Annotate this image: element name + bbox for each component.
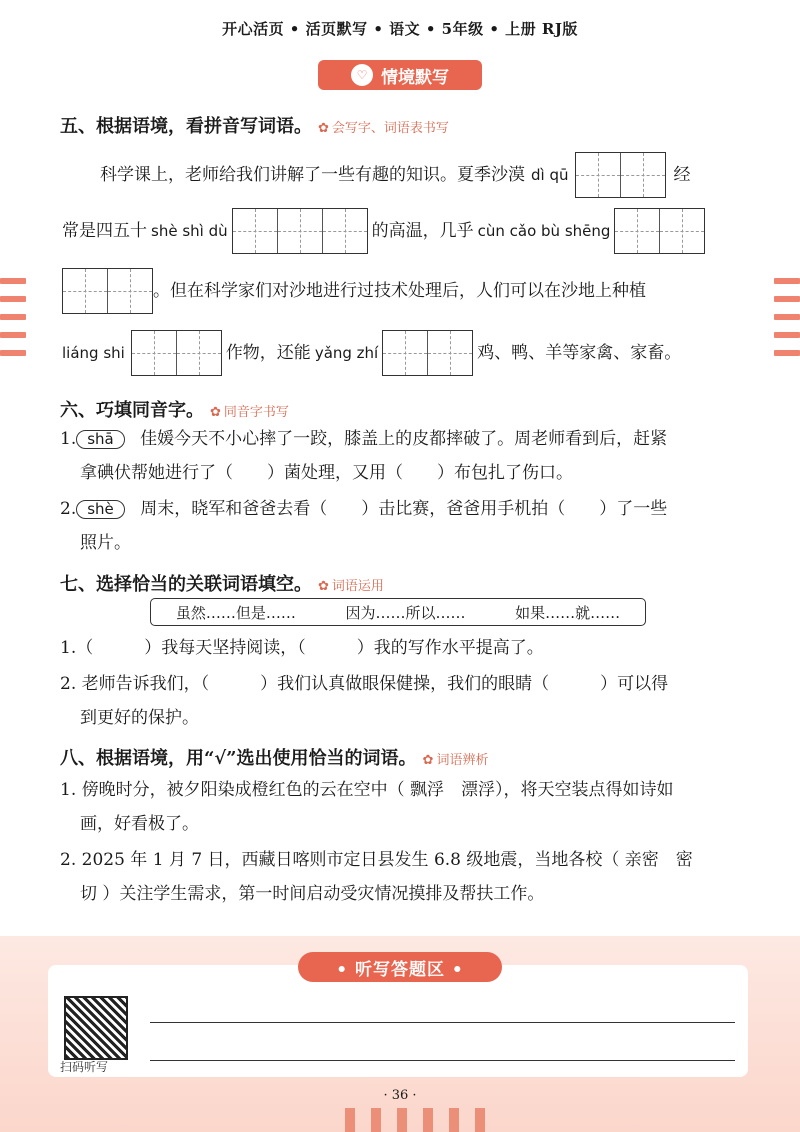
section-7-title: 七、选择恰当的关联词语填空。 — [60, 574, 312, 595]
writing-grid-cuncaobusheng-a[interactable] — [614, 208, 705, 254]
s6-q2-line-1 — [60, 500, 667, 519]
section-5-title: 五、根据语境，看拼音写词语。 — [60, 116, 312, 137]
s7-q1: 1.（ ）我每天坚持阅读，（ ）我的写作水平提高了。 — [60, 638, 544, 658]
choice-ruguo-jiu: 如果……就…… — [515, 603, 621, 622]
pinyin-pill-sha: shā — [76, 430, 125, 449]
s7-q2-line-1: 2. 老师告诉我们，（ ）我们认真做眼保健操，我们的眼睛（ ）可以得 — [60, 674, 669, 694]
s5-text: 经 — [673, 164, 691, 185]
section-6-title: 六、巧填同音字。 — [60, 400, 204, 421]
writing-grid-cuncaobusheng-b[interactable] — [62, 268, 153, 314]
s8-q1-line-1: 1. 傍晚时分，被夕阳染成橙红色的云在空中（ 飘浮 漂浮），将天空装点得如诗如 — [60, 780, 674, 800]
s6-q1-line-1 — [60, 430, 667, 449]
section-banner — [318, 60, 482, 90]
s5-line-1 — [100, 152, 691, 198]
page-header: 开心活页 • 活页默写 • 语文 • 5年级 • 上册 RJ版 — [222, 20, 578, 38]
writing-grid-sheshidu[interactable] — [232, 208, 368, 254]
s6-q2-text: 周末，晓军和爸爸去看（ ）击比赛，爸爸用手机拍（ ）了一些 — [140, 499, 668, 519]
s5-text: 作物，还能 — [225, 342, 311, 363]
right-decor-stripes — [774, 278, 800, 368]
answer-area-title: • 听写答题区 • — [298, 952, 502, 982]
banner-title: 情境默写 — [381, 67, 449, 88]
s8-q2-line-2: 切 ）关注学生需求，第一时间启动受灾情况摸排及帮扶工作。 — [80, 884, 545, 904]
s5-text: 常是四五十 — [62, 220, 147, 241]
page-number: · 36 · — [383, 1088, 417, 1103]
section-6-heading — [60, 396, 289, 422]
s6-q2-line-2: 照片。 — [80, 533, 131, 553]
pinyin-yangzhi: yǎng zhí — [314, 343, 379, 362]
heart-icon: ♡ — [351, 64, 373, 86]
s6-q1-number: 1. — [60, 429, 77, 449]
s5-line-3 — [62, 268, 646, 314]
pinyin-liangshi: liáng shi — [62, 343, 125, 362]
pinyin-diqu: dì qū — [531, 165, 569, 184]
conjunction-choices-box — [150, 598, 646, 626]
section-6-tag: ✿ 同音字书写 — [210, 405, 289, 420]
s8-q2-line-1: 2. 2025 年 1 月 7 日，西藏日喀则市定日县发生 6.8 级地震，当地各校（ 亲密 密 — [60, 850, 693, 870]
pinyin-cuncaobusheng: cùn cǎo bù shēng — [477, 221, 611, 240]
pinyin-sheshidu: shè shì dù — [151, 221, 228, 240]
section-7-heading — [60, 570, 384, 596]
s5-text: 鸡、鸭、羊等家禽、家畜。 — [477, 342, 682, 363]
choice-yinwei-suoyi: 因为……所以…… — [345, 603, 466, 622]
left-decor-stripes — [0, 278, 26, 368]
qr-code-icon[interactable] — [64, 996, 128, 1060]
section-5-heading — [60, 112, 449, 138]
writing-grid-yangzhi[interactable] — [382, 330, 473, 376]
s6-q1-text: 佳媛今天不小心摔了一跤，膝盖上的皮都摔破了。周老师看到后，赶紧 — [140, 429, 668, 449]
s5-line-4 — [62, 330, 681, 376]
s5-text: 科学课上，老师给我们讲解了一些有趣的知识。夏季沙漠 — [100, 164, 525, 185]
section-8-tag: ✿ 词语辨析 — [423, 753, 489, 768]
choice-suiran-danshi: 虽然……但是…… — [175, 603, 296, 622]
bottom-decor-bars — [345, 1108, 485, 1132]
section-5-tag: ✿ 会写字、词语表书写 — [318, 121, 449, 136]
s5-text: 的高温，几乎 — [371, 220, 474, 241]
section-7-tag: ✿ 词语运用 — [318, 579, 384, 594]
s6-q2-number: 2. — [60, 499, 77, 519]
s6-q1-line-2: 拿碘伏帮她进行了（ ）菌处理，又用（ ）布包扎了伤口。 — [80, 463, 573, 483]
answer-writing-line-2[interactable] — [150, 1060, 735, 1061]
s5-text: 。但在科学家们对沙地进行过技术处理后，人们可以在沙地上种植 — [153, 280, 646, 301]
s8-q1-line-2: 画，好看极了。 — [80, 814, 199, 834]
section-8-heading — [60, 744, 488, 770]
writing-grid-liangshi[interactable] — [131, 330, 222, 376]
answer-writing-line-1[interactable] — [150, 1022, 735, 1023]
section-8-title: 八、根据语境，用“√”选出使用恰当的词语。 — [60, 748, 417, 769]
writing-grid-diqu[interactable] — [575, 152, 666, 198]
qr-label: 扫码听写 — [60, 1060, 109, 1074]
pinyin-pill-she: shè — [76, 500, 125, 519]
s5-line-2 — [62, 208, 705, 254]
s7-q2-line-2: 到更好的保护。 — [80, 708, 199, 728]
